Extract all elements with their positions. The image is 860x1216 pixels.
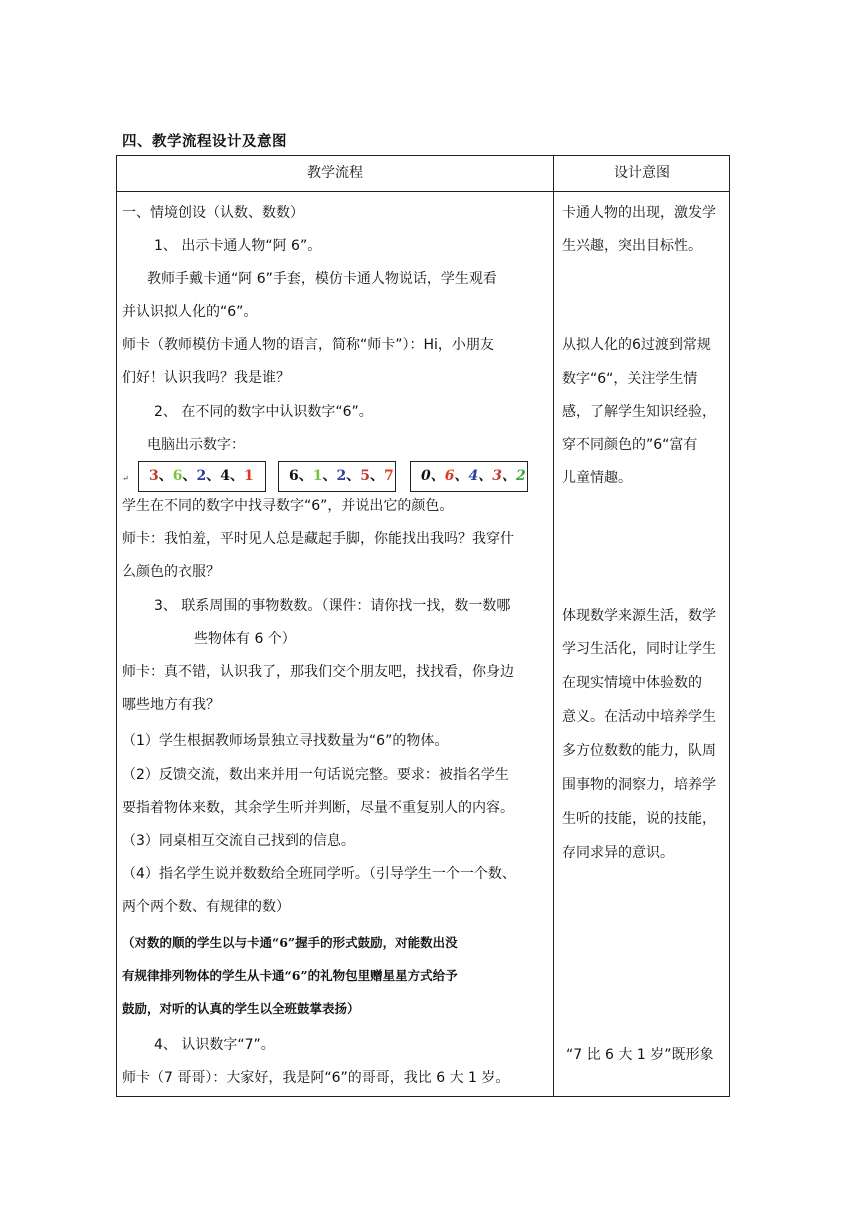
flow-line: 一、情境创设（认数、数数） — [122, 205, 304, 221]
intent-line: 意义。在活动中培养学生 — [562, 709, 716, 725]
flow-line: 1、 出示卡通人物“阿 6”。 — [154, 238, 322, 254]
intent-line: 穿不同颜色的”6“富有 — [562, 437, 698, 453]
digit: 4 — [468, 468, 479, 484]
digit: 2 — [516, 468, 526, 484]
intent-line: 生兴趣，突出目标性。 — [562, 238, 702, 254]
flow-line: 两个两个数、有规律的数） — [122, 899, 290, 915]
colored-digits — [289, 468, 394, 484]
separator: 、 — [502, 468, 516, 484]
intent-line: 儿童情趣。 — [562, 470, 632, 486]
digit: 5 — [360, 468, 370, 484]
flow-line: 教师手戴卡通“阿 6”手套，模仿卡通人物说话，学生观看 — [147, 271, 497, 287]
flow-line: 师卡（7 哥哥）：大家好，我是阿“6”的哥哥，我比 6 大 1 岁。 — [122, 1070, 510, 1086]
colored-digits — [421, 468, 526, 484]
digit: 2 — [336, 468, 347, 484]
digit: 6 — [444, 468, 455, 484]
flow-line: 哪些地方有我？ — [122, 697, 220, 713]
intent-line: 体现数学来源生活，数学 — [562, 608, 716, 624]
separator: 、 — [370, 468, 384, 484]
separator: 、 — [430, 468, 445, 484]
intent-line: 数字“6“，关注学生情 — [562, 371, 698, 387]
flow-note-line: 有规律排列物体的学生从卡通“6”的礼物包里赠星星方式给予 — [122, 968, 458, 983]
intent-line: “7 比 6 大 1 岁”既形象 — [566, 1047, 714, 1063]
flow-line: （3）同桌相互交流自己找到的信息。 — [122, 833, 355, 849]
col-header-intent: 设计意图 — [614, 165, 670, 181]
separator: 、 — [298, 468, 313, 484]
intent-line: 卡通人物的出现，激发学 — [562, 205, 716, 221]
flow-line: 么颜色的衣服？ — [122, 564, 220, 580]
intent-line: 多方位数数的能力，队周 — [562, 743, 716, 759]
col-header-flow: 教学流程 — [307, 165, 363, 181]
paragraph-mark: ↵ — [122, 474, 129, 483]
flow-note-line: （对数的顺的学生以与卡通“6”握手的形式鼓励，对能数出没 — [122, 935, 458, 950]
intent-line: 学习生活化，同时让学生 — [562, 641, 716, 657]
separator: 、 — [158, 468, 173, 484]
flow-line: 并认识拟人化的“6”。 — [122, 304, 258, 320]
digit: 4 — [220, 468, 230, 484]
digit: 0 — [421, 468, 431, 484]
flow-line: 些物体有 6 个） — [194, 631, 296, 647]
lesson-table — [116, 155, 730, 1097]
intent-line: 生听的技能，说的技能， — [562, 811, 716, 827]
number-box-3 — [410, 461, 528, 492]
flow-line: 4、 认识数字“7”。 — [154, 1037, 275, 1053]
separator: 、 — [454, 468, 469, 484]
separator: 、 — [182, 468, 197, 484]
intent-line: 围事物的洞察力，培养学 — [562, 777, 716, 793]
intent-line: 存同求异的意识。 — [562, 845, 674, 861]
separator: 、 — [346, 468, 361, 484]
digit: 3 — [492, 468, 502, 484]
flow-line: 电脑出示数字： — [147, 437, 245, 453]
colored-digits — [149, 468, 254, 484]
flow-line: 2、 在不同的数字中认识数字“6”。 — [154, 404, 373, 420]
digit: 3 — [149, 468, 159, 484]
digit: 1 — [244, 468, 254, 484]
column-divider — [553, 156, 554, 1096]
header-divider — [117, 191, 729, 192]
digit: 6 — [172, 468, 183, 484]
section-heading: 四、教学流程设计及意图 — [122, 134, 287, 150]
digit: 6 — [289, 468, 299, 484]
digit: 2 — [196, 468, 207, 484]
intent-line: 从拟人化的6过渡到常规 — [562, 337, 711, 353]
flow-line: （1）学生根据教师场景独立寻找数量为“6”的物体。 — [122, 733, 449, 749]
flow-line: 们好！认识我吗？我是谁？ — [122, 370, 290, 386]
flow-line: 要指着物体来数，其余学生听并判断，尽量不重复别人的内容。 — [122, 800, 514, 816]
flow-line: （4）指名学生说并数数给全班同学听。（引导学生一个一个数、 — [122, 866, 516, 882]
separator: 、 — [478, 468, 493, 484]
intent-line: 感，了解学生知识经验， — [562, 404, 716, 420]
flow-note-line: 鼓励，对听的认真的学生以全班鼓掌表扬） — [122, 1001, 360, 1016]
flow-line: （2）反馈交流，数出来并用一句话说完整。要求：被指名学生 — [122, 767, 509, 783]
separator: 、 — [206, 468, 221, 484]
intent-line: 在现实情境中体验数的 — [562, 675, 702, 691]
flow-line: 师卡：我怕羞，平时见人总是藏起手脚，你能找出我吗？我穿什 — [122, 531, 514, 547]
separator: 、 — [322, 468, 337, 484]
flow-line: 师卡：真不错，认识我了，那我们交个朋友吧，找找看，你身边 — [122, 664, 514, 680]
flow-line: 师卡（教师模仿卡通人物的语言，简称“师卡”）：Hi，小朋友 — [122, 337, 494, 353]
number-box-1 — [138, 461, 266, 492]
digit: 1 — [312, 468, 323, 484]
number-box-2 — [278, 461, 396, 492]
flow-line: 3、 联系周围的事物数数。（课件：请你找一找，数一数哪 — [154, 598, 511, 614]
flow-line: 学生在不同的数字中找寻数字“6”，并说出它的颜色。 — [122, 498, 454, 514]
digit: 7 — [384, 468, 394, 484]
separator: 、 — [230, 468, 244, 484]
